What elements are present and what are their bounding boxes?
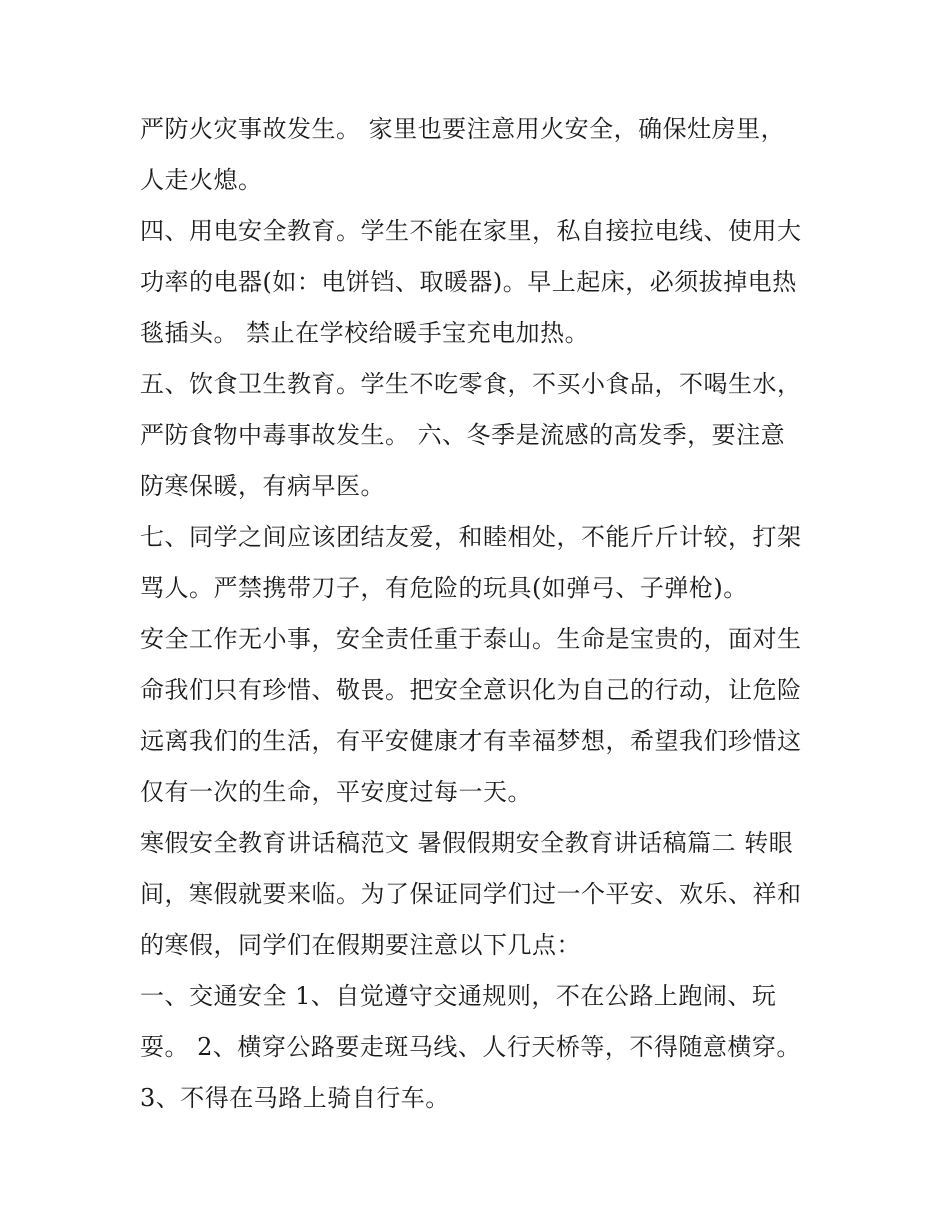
- text-line: 毯插头。 禁止在学校给暖手宝充电加热。: [140, 319, 590, 347]
- text-line: 骂人。严禁携带刀子，有危险的玩具(如弹弓、子弹枪)。: [140, 574, 748, 602]
- text-line: 一、交通安全 1、自觉遵守交通规则，不在公路上跑闹、玩: [140, 982, 777, 1010]
- text-line: 仅有一次的生命，平安度过每一天。: [140, 778, 532, 806]
- text-line: 功率的电器(如：电饼铛、取暖器)。早上起床，必须拔掉电热: [140, 268, 797, 296]
- text-line: 人走火熄。: [140, 166, 263, 194]
- text-line: 安全工作无小事，安全责任重于泰山。生命是宝贵的，面对生: [140, 625, 802, 653]
- text-line: 的寒假，同学们在假期要注意以下几点：: [140, 931, 581, 959]
- body-text: [140, 104, 830, 1124]
- text-line: 严防火灾事故发生。 家里也要注意用火安全，确保灶房里，: [140, 115, 786, 143]
- text-line: 耍。 2、横穿公路要走斑马线、人行天桥等，不得随意横穿。: [140, 1033, 801, 1061]
- text-line: 七、同学之间应该团结友爱，和睦相处，不能斤斤计较，打架: [140, 523, 802, 551]
- text-line: 五、饮食卫生教育。学生不吃零食，不买小食品，不喝生水，: [140, 370, 802, 398]
- text-line: 严防食物中毒事故发生。 六、冬季是流感的高发季，要注意: [140, 421, 786, 449]
- text-line: 四、用电安全教育。学生不能在家里，私自接拉电线、使用大: [140, 217, 802, 245]
- text-line: 防寒保暖，有病早医。: [140, 472, 385, 500]
- text-line: 命我们只有珍惜、敬畏。把安全意识化为自己的行动，让危险: [140, 676, 802, 704]
- text-line: 3、不得在马路上骑自行车。: [140, 1084, 450, 1112]
- text-line: 远离我们的生活，有平安健康才有幸福梦想，希望我们珍惜这: [140, 727, 802, 755]
- text-line: 间，寒假就要来临。为了保证同学们过一个平安、欢乐、祥和: [140, 880, 802, 908]
- text-line: 寒假安全教育讲话稿范文 暑假假期安全教育讲话稿篇二 转眼: [140, 829, 794, 857]
